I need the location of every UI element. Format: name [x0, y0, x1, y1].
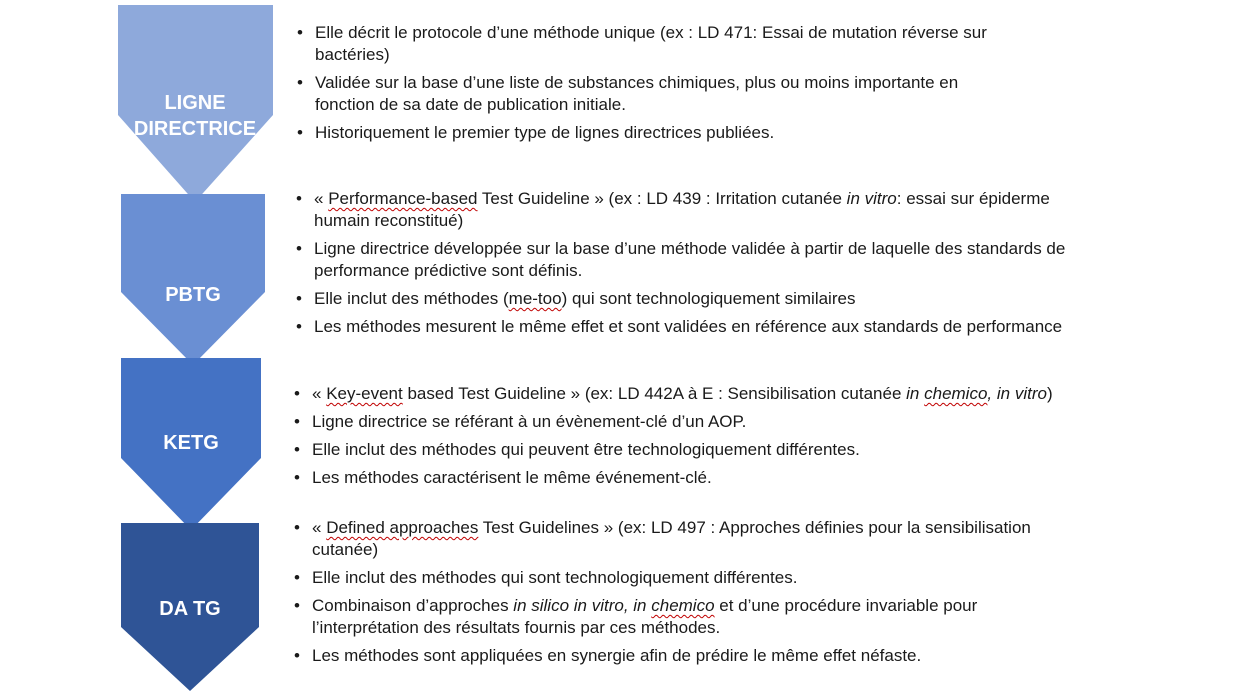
- bullet-text: «: [312, 384, 327, 403]
- bullet-text: me-too: [508, 289, 562, 308]
- list-item: [294, 439, 1174, 461]
- list-item: [294, 411, 1174, 433]
- list-item: [297, 72, 1177, 116]
- bullet-text: Elle inclut des méthodes (: [314, 289, 509, 308]
- list-item: [296, 288, 1176, 310]
- bullet-text: Les méthodes sont appliquées en synergie afin de prédire le même effet néfaste.: [312, 646, 922, 665]
- bullet-text: Elle inclut des méthodes qui peuvent être technologiquement différentes.: [312, 440, 860, 459]
- bullet-text: chemico: [924, 384, 988, 403]
- bullet-text: bactéries): [315, 45, 390, 64]
- bullet-text: Test Guideline » (ex : LD 439 : Irritation cutanée: [477, 189, 847, 208]
- list-item: [294, 517, 1174, 561]
- list-item: [296, 188, 1176, 232]
- step-label-ketg: KETG: [163, 432, 219, 454]
- bullet-text: performance prédictive sont définis.: [314, 261, 583, 280]
- bullet-text: Ligne directrice se référant à un évènement-clé d’un AOP.: [312, 412, 747, 431]
- bullet-text: Validée sur la base d’une liste de substances chimiques, plus ou moins importante en: [315, 73, 959, 92]
- bullet-text: Les méthodes mesurent le même effet et sont validées en référence aux standards de performance: [314, 317, 1063, 336]
- bullet-text: Elle inclut des méthodes qui sont technologiquement différentes.: [312, 568, 798, 587]
- bullet-text: ): [1046, 384, 1053, 403]
- bullet-text: : essai sur épiderme: [896, 189, 1050, 208]
- list-item: [296, 238, 1176, 282]
- list-item: [297, 22, 1177, 66]
- bullets-ketg: [294, 383, 1174, 495]
- bullet-text: Performance-based: [328, 189, 478, 208]
- bullet-text: et d’une procédure invariable pour: [714, 596, 978, 615]
- list-item: [297, 122, 1177, 144]
- bullet-text: cutanée): [312, 540, 379, 559]
- bullet-text: Defined approaches: [326, 518, 479, 537]
- list-item: [294, 383, 1174, 405]
- bullet-text: «: [314, 189, 329, 208]
- bullet-text: in silico in vitro, in: [513, 596, 652, 615]
- bullet-text: Les méthodes caractérisent le même événement-clé.: [312, 468, 712, 487]
- bullets-pbtg: [296, 188, 1176, 344]
- list-item: [294, 467, 1174, 489]
- bullet-text: ) qui sont technologiquement similaires: [561, 289, 856, 308]
- bullet-text: Elle décrit le protocole d’une méthode unique (ex : LD 471: Essai de mutation réverse sur: [315, 23, 987, 42]
- label-line: DIRECTRICE: [133, 118, 257, 140]
- bullets-da-tg: [294, 517, 1174, 673]
- bullet-text: Ligne directrice développée sur la base d’une méthode validée à partir de laquelle des standards de: [314, 239, 1066, 258]
- step-label-pbtg: PBTG: [165, 284, 221, 306]
- bullet-text: based Test Guideline » (ex: LD 442A à E : Sensibilisation cutanée: [402, 384, 907, 403]
- bullet-text: chemico: [651, 596, 715, 615]
- bullet-text: Combinaison d’approches: [312, 596, 514, 615]
- bullet-text: Key-event: [326, 384, 403, 403]
- chevron-pbtg: [121, 194, 265, 365]
- bullet-text: humain reconstitué): [314, 211, 464, 230]
- bullet-text: in vitro: [846, 189, 897, 208]
- label-line: LIGNE: [164, 92, 226, 114]
- list-item: [294, 645, 1174, 667]
- bullet-text: , in vitro: [987, 384, 1047, 403]
- bullets-ligne-directrice: [297, 22, 1177, 150]
- bullet-text: Test Guidelines » (ex: LD 497 : Approches définies pour la sensibilisation: [478, 518, 1031, 537]
- bullet-text: «: [312, 518, 327, 537]
- list-item: [296, 316, 1176, 338]
- bullet-text: in: [906, 384, 925, 403]
- bullet-text: Historiquement le premier type de lignes directrices publiées.: [315, 123, 775, 142]
- step-label-da-tg: DA TG: [159, 598, 221, 620]
- bullet-text: fonction de sa date de publication initiale.: [315, 95, 626, 114]
- step-label-ligne-directrice: [120, 90, 270, 142]
- bullet-text: l’interprétation des résultats fournis par ces méthodes.: [312, 618, 721, 637]
- list-item: [294, 595, 1174, 639]
- list-item: [294, 567, 1174, 589]
